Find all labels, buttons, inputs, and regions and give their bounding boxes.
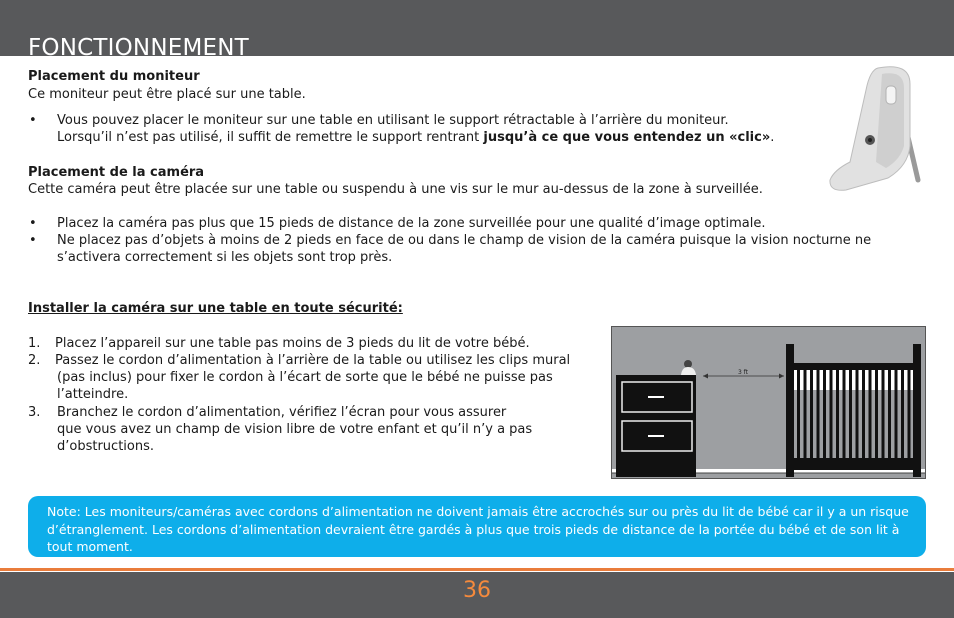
bullet-dot: • (29, 113, 37, 128)
monitor-bullet-line1: Vous pouvez placer le moniteur sur une table en utilisant le support rétractable à l’arrière du moniteur. (57, 113, 729, 128)
crib-slat (797, 370, 800, 458)
step-2-line-1: Passez le cordon d’alimentation à l’arrière de la table ou utilisez les clips mural (55, 353, 571, 368)
monitor-bullet-line2-suffix: . (770, 130, 775, 145)
crib-slat (849, 370, 852, 458)
crib-slat (862, 370, 865, 458)
camera-bullet-1: Placez la caméra pas plus que 15 pieds de distance de la zone surveillée pour une qualité d’image optimale. (57, 216, 766, 231)
step-number: 1. (28, 336, 41, 351)
page-header (0, 0, 954, 61)
step-2-line-3: l’atteindre. (57, 387, 129, 402)
bullet-dot: • (29, 216, 37, 231)
crib-slat (817, 370, 820, 458)
camera-section-intro: Cette caméra peut être placée sur une table ou suspendu à une vis sur le mur au-dessus de la zone à surveillée. (28, 182, 763, 197)
crib-slat (908, 370, 911, 458)
monitor-bullet-line2 (57, 129, 774, 146)
crib-slat (895, 370, 898, 458)
crib-slat (882, 370, 885, 458)
crib-slat (856, 370, 859, 458)
crib-slat (810, 370, 813, 458)
monitor-section-heading: Placement du moniteur (28, 69, 200, 84)
camera-bullet-2: Ne placez pas d’objets à moins de 2 pieds en face de ou dans le champ de vision de la caméra puisque la vision nocturne ne (57, 233, 872, 248)
note-text: Note: Les moniteurs/caméras avec cordons d’alimentation ne doivent jamais être accrochés sur ou près du lit de bébé car il y a un risque d’étranglement. Les cordons d’alimentation devraient être gardés à plus que trois pieds de distance de la portée du bébé et de son lit à tout moment. (47, 504, 909, 554)
crib-slat (836, 370, 839, 458)
crib-distance-illustration (611, 326, 926, 479)
camera-section-heading: Placement de la caméra (28, 165, 205, 180)
monitor-bullet-line2-bold: jusqu’à ce que vous entendez un «clic» (483, 130, 771, 145)
warning-note (28, 496, 926, 557)
step-number: 3. (28, 405, 41, 420)
page-footer (0, 572, 954, 618)
crib-slat (869, 370, 872, 458)
crib-slat (804, 370, 807, 458)
crib-slat (830, 370, 833, 458)
step-3-line-3: d’obstructions. (57, 439, 154, 454)
camera-bullet-2-cont: s’activera correctement si les objets sont trop près. (57, 250, 393, 265)
page-number: 36 (463, 578, 491, 603)
distance-label: 3 ft (737, 369, 749, 376)
step-number: 2. (28, 353, 41, 368)
monitor-bullet-line2-prefix: Lorsqu’il n’est pas utilisé, il suffit de remettre le support rentrant (57, 130, 484, 145)
crib-slat (823, 370, 826, 458)
crib-slat (843, 370, 846, 458)
page-title: FONCTIONNEMENT (28, 35, 249, 61)
step-2-line-2: (pas inclus) pour fixer le cordon à l’écart de sorte que le bébé ne puisse pas (57, 370, 553, 385)
install-section-heading: Installer la caméra sur une table en toute sécurité: (28, 301, 403, 316)
monitor-illustration (826, 62, 926, 194)
crib-slat (875, 370, 878, 458)
step-3-line-1: Branchez le cordon d’alimentation, vérifiez l’écran pour vous assurer (57, 405, 507, 420)
crib-slat (901, 370, 904, 458)
monitor-section-intro: Ce moniteur peut être placé sur une table. (28, 87, 306, 102)
footer-divider (0, 568, 954, 571)
step-3-line-2: que vous avez un champ de vision libre de votre enfant et qu’il n’y a pas (57, 422, 533, 437)
crib-slat (888, 370, 891, 458)
bullet-dot: • (29, 233, 37, 248)
step-1-line-1: Placez l’appareil sur une table pas moins de 3 pieds du lit de votre bébé. (55, 336, 530, 351)
